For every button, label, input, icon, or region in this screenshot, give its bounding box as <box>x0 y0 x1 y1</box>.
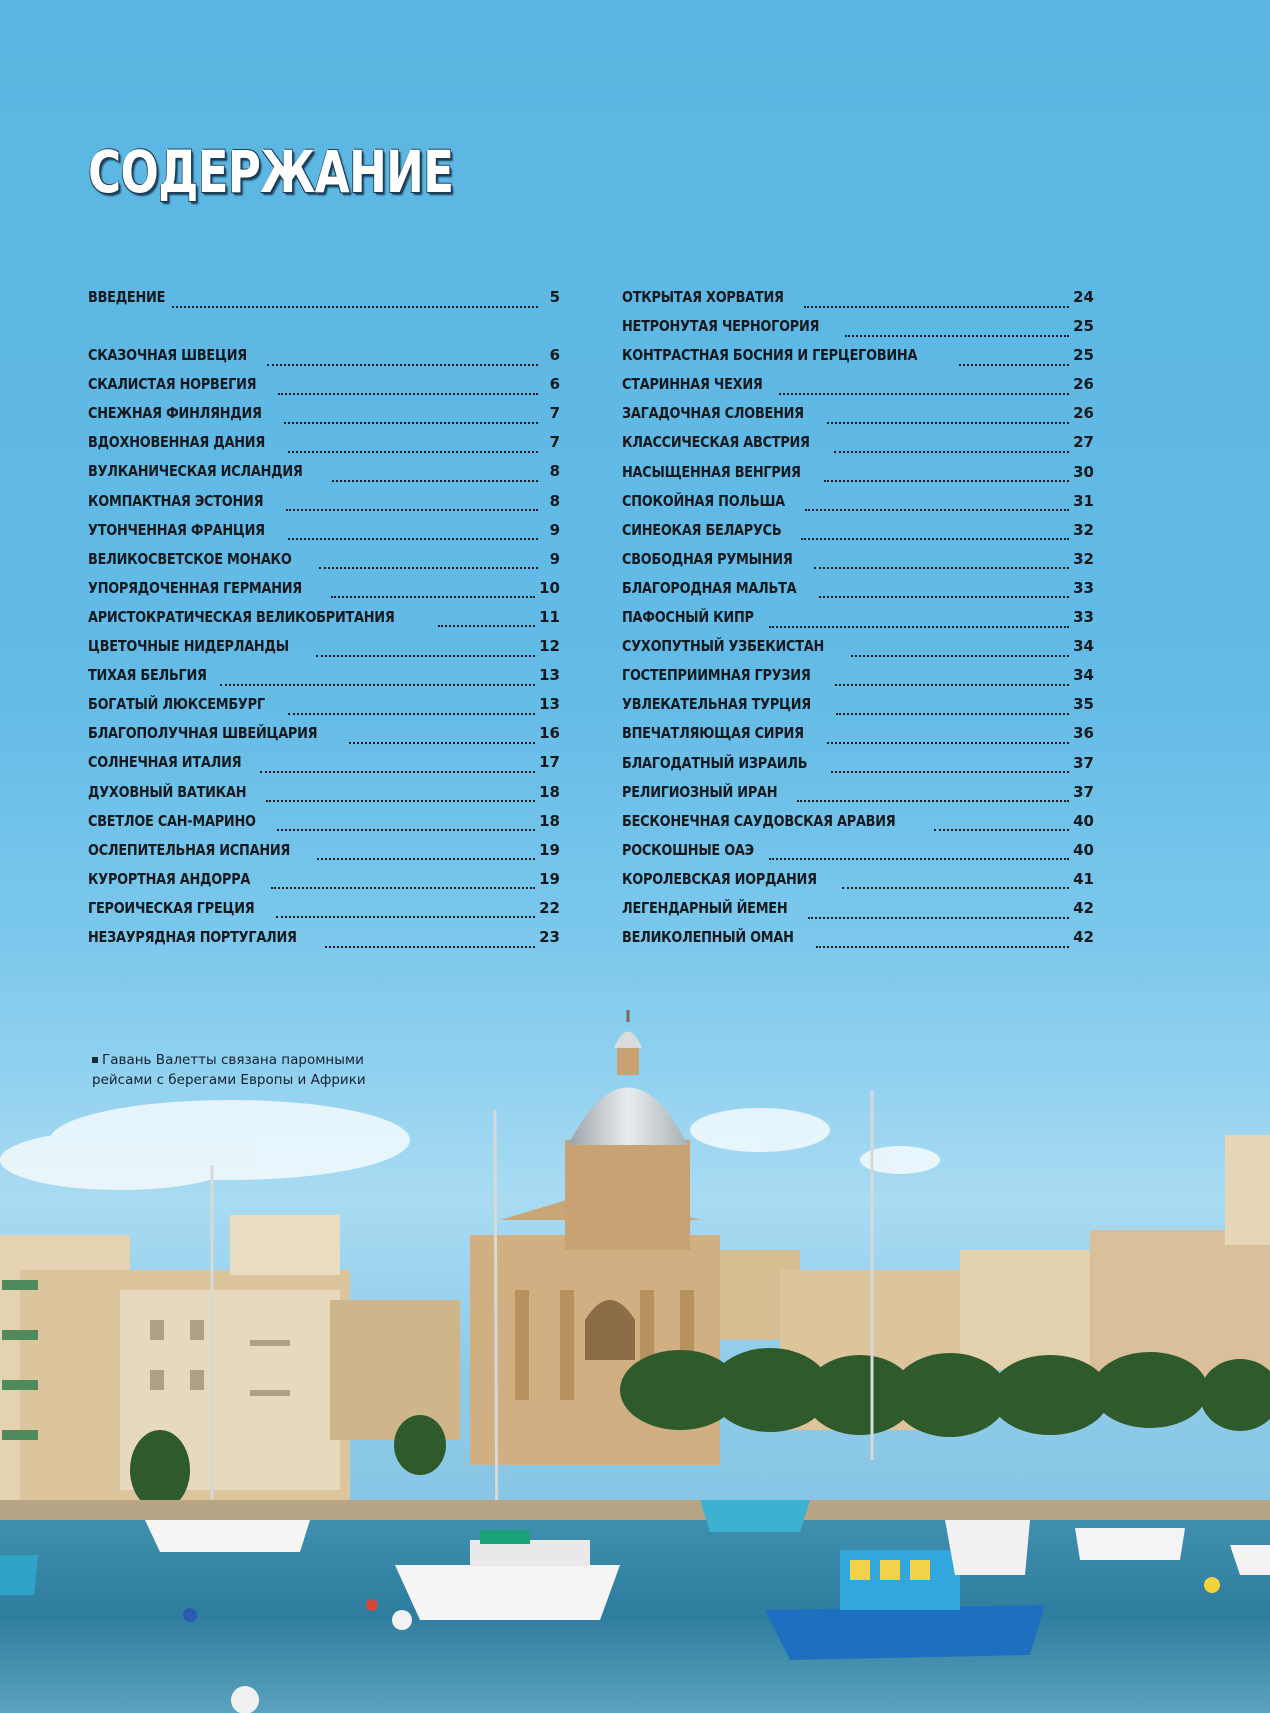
toc-entry-label: ПАФОСНЫЙ КИПР <box>622 608 754 627</box>
toc-entry-page-number: 7 <box>549 433 560 452</box>
toc-entry-page-number: 34 <box>1073 637 1094 656</box>
toc-leader-dots <box>266 800 535 802</box>
toc-entry-label: ВЕЛИКОСВЕТСКОЕ МОНАКО <box>88 549 292 568</box>
toc-leader-dots <box>824 480 1069 482</box>
toc-leader-dots <box>267 364 538 366</box>
toc-entry[interactable] <box>622 754 1094 783</box>
toc-entry[interactable] <box>88 870 560 899</box>
toc-entry-page-number: 19 <box>539 840 560 859</box>
toc-entry-page-number: 11 <box>539 607 560 626</box>
toc-entry[interactable] <box>622 404 1094 433</box>
toc-entry-page-number: 37 <box>1073 753 1094 772</box>
toc-entry[interactable] <box>622 724 1094 753</box>
toc-leader-dots <box>438 625 535 627</box>
toc-leader-dots <box>842 887 1069 889</box>
toc-entry-label: ВДОХНОВЕННАЯ ДАНИЯ <box>88 433 265 452</box>
toc-right-column <box>622 288 1094 957</box>
toc-entry-label: ВПЕЧАТЛЯЮЩАЯ СИРИЯ <box>622 724 804 743</box>
toc-entry[interactable] <box>88 404 560 433</box>
toc-entry[interactable] <box>622 783 1094 812</box>
toc-leader-dots <box>319 567 538 569</box>
toc-entry[interactable] <box>622 666 1094 695</box>
toc-entry-label: ТИХАЯ БЕЛЬГИЯ <box>88 666 207 685</box>
toc-leader-dots <box>808 917 1069 919</box>
toc-entry[interactable] <box>88 695 560 724</box>
toc-entry[interactable] <box>88 753 560 782</box>
toc-entry-label: СУХОПУТНЫЙ УЗБЕКИСТАН <box>622 637 825 656</box>
toc-entry-page-number: 33 <box>1073 608 1094 627</box>
toc-entry[interactable] <box>622 463 1094 492</box>
toc-entry[interactable] <box>622 928 1094 957</box>
toc-leader-dots <box>172 306 538 308</box>
toc-leader-dots <box>934 829 1069 831</box>
toc-entry-label: КОМПАКТНАЯ ЭСТОНИЯ <box>88 491 264 510</box>
toc-leader-dots <box>316 655 536 657</box>
toc-entry-label: УТОНЧЕННАЯ ФРАНЦИЯ <box>88 520 265 539</box>
toc-entry-label: ГОСТЕПРИИМНАЯ ГРУЗИЯ <box>622 666 811 685</box>
toc-entry[interactable] <box>622 492 1094 521</box>
toc-leader-dots <box>831 771 1069 773</box>
toc-entry-page-number: 34 <box>1073 666 1094 685</box>
toc-entry[interactable] <box>88 433 560 462</box>
toc-entry-page-number: 37 <box>1073 782 1094 801</box>
toc-entry-page-number: 18 <box>539 782 560 801</box>
toc-entry[interactable] <box>622 899 1094 928</box>
toc-entry-label: СПОКОЙНАЯ ПОЛЬША <box>622 491 785 510</box>
toc-entry[interactable] <box>88 579 560 608</box>
toc-entry[interactable] <box>622 637 1094 666</box>
toc-entry-page-number: 9 <box>549 549 560 568</box>
toc-entry-label: СТАРИННАЯ ЧЕХИЯ <box>622 375 763 394</box>
toc-entry-label: КОНТРАСТНАЯ БОСНИЯ И ГЕРЦЕГОВИНА <box>622 346 918 365</box>
toc-entry[interactable] <box>622 521 1094 550</box>
toc-entry-label: ЗАГАДОЧНАЯ СЛОВЕНИЯ <box>622 404 804 423</box>
toc-entry-page-number: 13 <box>539 695 560 714</box>
toc-leader-dots <box>332 480 539 482</box>
promenade <box>0 1500 1270 1522</box>
toc-leader-dots <box>801 538 1069 540</box>
toc-leader-dots <box>827 422 1069 424</box>
toc-entry-page-number: 30 <box>1073 462 1094 481</box>
toc-entry-label: РЕЛИГИОЗНЫЙ ИРАН <box>622 782 778 801</box>
toc-leader-dots <box>836 713 1069 715</box>
toc-entry[interactable] <box>622 870 1094 899</box>
toc-entry[interactable] <box>88 899 560 928</box>
toc-entry-page-number: 36 <box>1073 724 1094 743</box>
toc-entry[interactable] <box>622 812 1094 841</box>
toc-entry-page-number: 40 <box>1073 840 1094 859</box>
toc-entry[interactable] <box>622 375 1094 404</box>
toc-entry-label: КУРОРТНАЯ АНДОРРА <box>88 869 251 888</box>
toc-leader-dots <box>816 946 1070 948</box>
toc-entry-label: СКАЗОЧНАЯ ШВЕЦИЯ <box>88 346 247 365</box>
toc-entry[interactable] <box>88 550 560 579</box>
toc-entry-page-number: 31 <box>1073 491 1094 510</box>
toc-entry-label: СИНЕОКАЯ БЕЛАРУСЬ <box>622 520 782 539</box>
toc-leader-dots <box>779 393 1069 395</box>
toc-entry-label: КЛАССИЧЕСКАЯ АВСТРИЯ <box>622 433 810 452</box>
toc-entry-label: УПОРЯДОЧЕННАЯ ГЕРМАНИЯ <box>88 578 302 597</box>
toc-leader-dots <box>271 887 536 889</box>
toc-leader-dots <box>851 655 1069 657</box>
toc-leader-dots <box>814 567 1069 569</box>
toc-entry-label: ЛЕГЕНДАРНЫЙ ЙЕМЕН <box>622 898 788 917</box>
toc-entry-label: РОСКОШНЫЕ ОАЭ <box>622 840 754 859</box>
toc-leader-dots <box>804 306 1069 308</box>
caption-text: Гавань Валетты связана паромными рейсами с берегами Европы и Африки <box>92 1052 366 1088</box>
toc-entry-page-number: 40 <box>1073 811 1094 830</box>
toc-entry-page-number: 32 <box>1073 520 1094 539</box>
toc-entry-page-number: 32 <box>1073 549 1094 568</box>
toc-entry[interactable] <box>88 521 560 550</box>
toc-entry-page-number: 18 <box>539 811 560 830</box>
toc-leader-dots <box>797 800 1070 802</box>
toc-leader-dots <box>317 858 535 860</box>
toc-leader-dots <box>286 509 538 511</box>
toc-leader-dots <box>769 626 1069 628</box>
toc-entry[interactable] <box>622 433 1094 462</box>
photo-caption <box>92 1050 366 1090</box>
toc-entry[interactable] <box>88 288 560 317</box>
toc-leader-dots <box>834 451 1069 453</box>
toc-entry-label: ЦВЕТОЧНЫЕ НИДЕРЛАНДЫ <box>88 637 289 656</box>
toc-entry-label: ОСЛЕПИТЕЛЬНАЯ ИСПАНИЯ <box>88 840 291 859</box>
toc-entry[interactable] <box>622 317 1094 346</box>
toc-leader-dots <box>284 422 538 424</box>
toc-entry-label: БОГАТЫЙ ЛЮКСЕМБУРГ <box>88 695 265 714</box>
toc-leader-dots <box>288 538 538 540</box>
toc-entry[interactable] <box>622 579 1094 608</box>
toc-entry-label: БЕСКОНЕЧНАЯ САУДОВСКАЯ АРАВИЯ <box>622 811 896 830</box>
toc-entry-page-number: 24 <box>1073 288 1094 306</box>
toc-entry-page-number: 13 <box>539 666 560 685</box>
toc-entry-page-number: 8 <box>549 462 560 481</box>
toc-entry[interactable] <box>88 928 560 957</box>
toc-entry[interactable] <box>88 724 560 753</box>
toc-entry[interactable] <box>88 462 560 491</box>
toc-leader-dots <box>331 596 535 598</box>
toc-entry-page-number: 6 <box>549 375 560 394</box>
toc-entry-page-number: 22 <box>539 898 560 917</box>
caption-bullet-icon <box>92 1057 98 1063</box>
toc-leader-dots <box>959 364 1069 366</box>
toc-leader-dots <box>220 684 535 686</box>
toc-entry-label: СКАЛИСТАЯ НОРВЕГИЯ <box>88 375 257 394</box>
toc-entry-label: ВВЕДЕНИЕ <box>88 288 166 306</box>
toc-entry-label: НАСЫЩЕННАЯ ВЕНГРИЯ <box>622 462 801 481</box>
toc-entry[interactable] <box>88 637 560 666</box>
toc-entry-label: ДУХОВНЫЙ ВАТИКАН <box>88 782 247 801</box>
toc-entry[interactable] <box>88 608 560 637</box>
toc-entry[interactable] <box>622 346 1094 375</box>
toc-entry-page-number: 12 <box>539 637 560 656</box>
toc-leader-dots <box>325 946 535 948</box>
toc-entry[interactable] <box>622 608 1094 637</box>
toc-entry-page-number: 23 <box>539 927 560 946</box>
toc-entry[interactable] <box>622 550 1094 579</box>
toc-leader-dots <box>845 335 1069 337</box>
toc-entry-page-number: 42 <box>1073 928 1094 947</box>
toc-entry[interactable] <box>88 812 560 841</box>
toc-entry[interactable] <box>88 492 560 521</box>
toc-entry[interactable] <box>88 346 560 375</box>
toc-leader-dots <box>805 509 1069 511</box>
toc-leader-dots <box>288 451 538 453</box>
toc-leader-dots <box>260 771 535 773</box>
toc-entry-page-number: 25 <box>1073 346 1094 365</box>
toc-entry-label: НЕТРОНУТАЯ ЧЕРНОГОРИЯ <box>622 317 820 336</box>
toc-entry-label: КОРОЛЕВСКАЯ ИОРДАНИЯ <box>622 869 817 888</box>
toc-entry-label: СОЛНЕЧНАЯ ИТАЛИЯ <box>88 753 242 772</box>
toc-entry[interactable] <box>622 288 1094 317</box>
toc-entry-page-number: 26 <box>1073 375 1094 394</box>
toc-entry-label: СВЕТЛОЕ САН-МАРИНО <box>88 811 256 830</box>
toc-entry[interactable] <box>88 666 560 695</box>
toc-leader-dots <box>276 916 536 918</box>
toc-entry-label: НЕЗАУРЯДНАЯ ПОРТУГАЛИЯ <box>88 927 297 946</box>
toc-entry-label: ГЕРОИЧЕСКАЯ ГРЕЦИЯ <box>88 898 255 917</box>
toc-entry-label: СВОБОДНАЯ РУМЫНИЯ <box>622 549 793 568</box>
toc-entry-label: БЛАГОРОДНАЯ МАЛЬТА <box>622 578 797 597</box>
toc-entry-page-number: 27 <box>1073 433 1094 452</box>
toc-leader-dots <box>835 684 1069 686</box>
toc-entry-label: УВЛЕКАТЕЛЬНАЯ ТУРЦИЯ <box>622 695 811 714</box>
toc-entry-page-number: 16 <box>539 724 560 743</box>
toc-leader-dots <box>819 596 1069 598</box>
toc-entry-page-number: 42 <box>1073 898 1094 917</box>
toc-entry-page-number: 35 <box>1073 695 1094 714</box>
toc-entry-label: БЛАГОДАТНЫЙ ИЗРАИЛЬ <box>622 753 808 772</box>
toc-leader-dots <box>277 829 535 831</box>
toc-entry[interactable] <box>622 841 1094 870</box>
toc-entry[interactable] <box>88 375 560 404</box>
toc-leader-dots <box>349 742 535 744</box>
toc-entry-page-number: 17 <box>539 753 560 772</box>
page-title: СОДЕРЖАНИЕ <box>88 138 454 206</box>
toc-entry-page-number: 10 <box>539 578 560 597</box>
toc-entry-page-number: 25 <box>1073 317 1094 336</box>
toc-left-column <box>88 288 560 957</box>
toc-leader-dots <box>827 742 1069 744</box>
toc-leader-dots <box>278 393 538 395</box>
toc-entry-page-number: 7 <box>549 404 560 423</box>
toc-leader-dots <box>769 858 1069 860</box>
toc-entry-label: ВЕЛИКОЛЕПНЫЙ ОМАН <box>622 928 794 947</box>
toc-entry[interactable] <box>622 695 1094 724</box>
toc-entry[interactable] <box>88 841 560 870</box>
toc-entry-page-number: 26 <box>1073 404 1094 423</box>
toc-entry-page-number: 5 <box>549 288 560 306</box>
toc-entry-page-number: 41 <box>1073 869 1094 888</box>
toc-entry[interactable] <box>88 783 560 812</box>
toc-entry-label: АРИСТОКРАТИЧЕСКАЯ ВЕЛИКОБРИТАНИЯ <box>88 607 395 626</box>
toc-entry-page-number: 19 <box>539 869 560 888</box>
toc-entry-label: ОТКРЫТАЯ ХОРВАТИЯ <box>622 288 784 306</box>
toc-entry-label: БЛАГОПОЛУЧНАЯ ШВЕЙЦАРИЯ <box>88 724 318 743</box>
toc-entry-page-number: 8 <box>549 491 560 510</box>
toc-entry-page-number: 9 <box>549 520 560 539</box>
toc-leader-dots <box>288 713 536 715</box>
toc-entry-page-number: 6 <box>549 346 560 365</box>
toc-entry-label: СНЕЖНАЯ ФИНЛЯНДИЯ <box>88 404 262 423</box>
clouds <box>0 1100 940 1190</box>
toc-entry-page-number: 33 <box>1073 578 1094 597</box>
toc-entry-label: ВУЛКАНИЧЕСКАЯ ИСЛАНДИЯ <box>88 462 303 481</box>
